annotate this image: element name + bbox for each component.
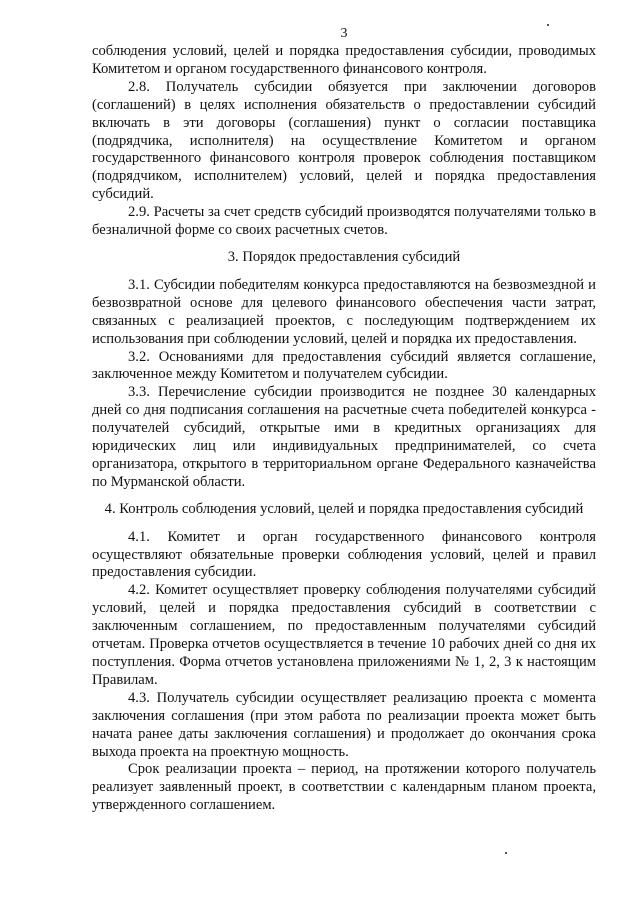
section-4-heading: 4. Контроль соблюдения условий, целей и порядка предоставления субсидий	[104, 500, 584, 517]
section-3-heading: 3. Порядок предоставления субсидий	[227, 248, 461, 265]
page-number: 3	[340, 26, 348, 41]
paragraph-2-9: 2.9. Расчеты за счет средств субсидий производятся получателями только в безналичной форме со своих расчетных счетов.	[92, 204, 596, 239]
paragraph-2-8: 2.8. Получатель субсидии обязуется при заключении договоров (соглашений) в целях исполнения обязательств о предоставлении субсидий включать в эти договоры (соглашения) пункт о согласии поставщика (подрядчика, исполнителя) на осуществление Комитетом и органом государственного финансового контроля проверок соблюдения поставщиком (подрядчиком, исполнителем) условий, целей и порядка предоставления субсидий.	[92, 78, 596, 203]
document-body	[92, 43, 596, 815]
scan-speck	[505, 852, 507, 854]
paragraph-3-2: 3.2. Основаниями для предоставления субсидий является соглашение, заключенное между Комитетом и получателем субсидии.	[92, 348, 596, 383]
paragraph-4-1: 4.1. Комитет и орган государственного финансового контроля осуществляют обязательные проверки соблюдения условий, целей и правил предоставления субсидии.	[92, 528, 596, 581]
paragraph-4-3: 4.3. Получатель субсидии осуществляет реализацию проекта с момента заключения соглашения (при этом работа по реализации проекта может быть начата ранее даты заключения соглашения) и продолжает до окончания срока выхода проекта на проектную мощность.	[92, 689, 596, 760]
paragraph-3-3: 3.3. Перечисление субсидии производится не позднее 30 календарных дней со дня подписания соглашения на расчетные счета победителей конкурса - получателей субсидий, открытые ими в кредитных организациях для юридических лиц или индивидуальных предпринимателей, со счета организатора, открытого в территориальном органе Федерального казначейства по Мурманской области.	[92, 384, 596, 490]
paragraph-continuation: соблюдения условий, целей и порядка предоставления субсидии, проводимых Комитетом и органом государственного финансового контроля.	[92, 43, 596, 77]
paragraph-4-2: 4.2. Комитет осуществляет проверку соблюдения получателями субсидий условий, целей и порядка предоставления субсидий в соответствии с заключенным соглашением, по предоставленным получателями субсидий отчетам. Проверка отчетов осуществляется в течение 10 рабочих дней со дня их поступления. Форма отчетов установлена приложениями № 1, 2, 3 к настоящим Правилам.	[92, 582, 596, 688]
scan-speck	[547, 24, 549, 26]
paragraph-3-1: 3.1. Субсидии победителям конкурса предоставляются на безвозмездной и безвозвратной основе для целевого финансового обеспечения части затрат, связанных с реализацией проектов, с последующим подтверждением их использования при соблюдении условий, целей и порядка их предоставления.	[92, 276, 596, 347]
paragraph-project-term: Срок реализации проекта – период, на протяжении которого получатель реализует заявленный проект, в соответствии с календарным планом проекта, утвержденного соглашением.	[92, 761, 596, 814]
